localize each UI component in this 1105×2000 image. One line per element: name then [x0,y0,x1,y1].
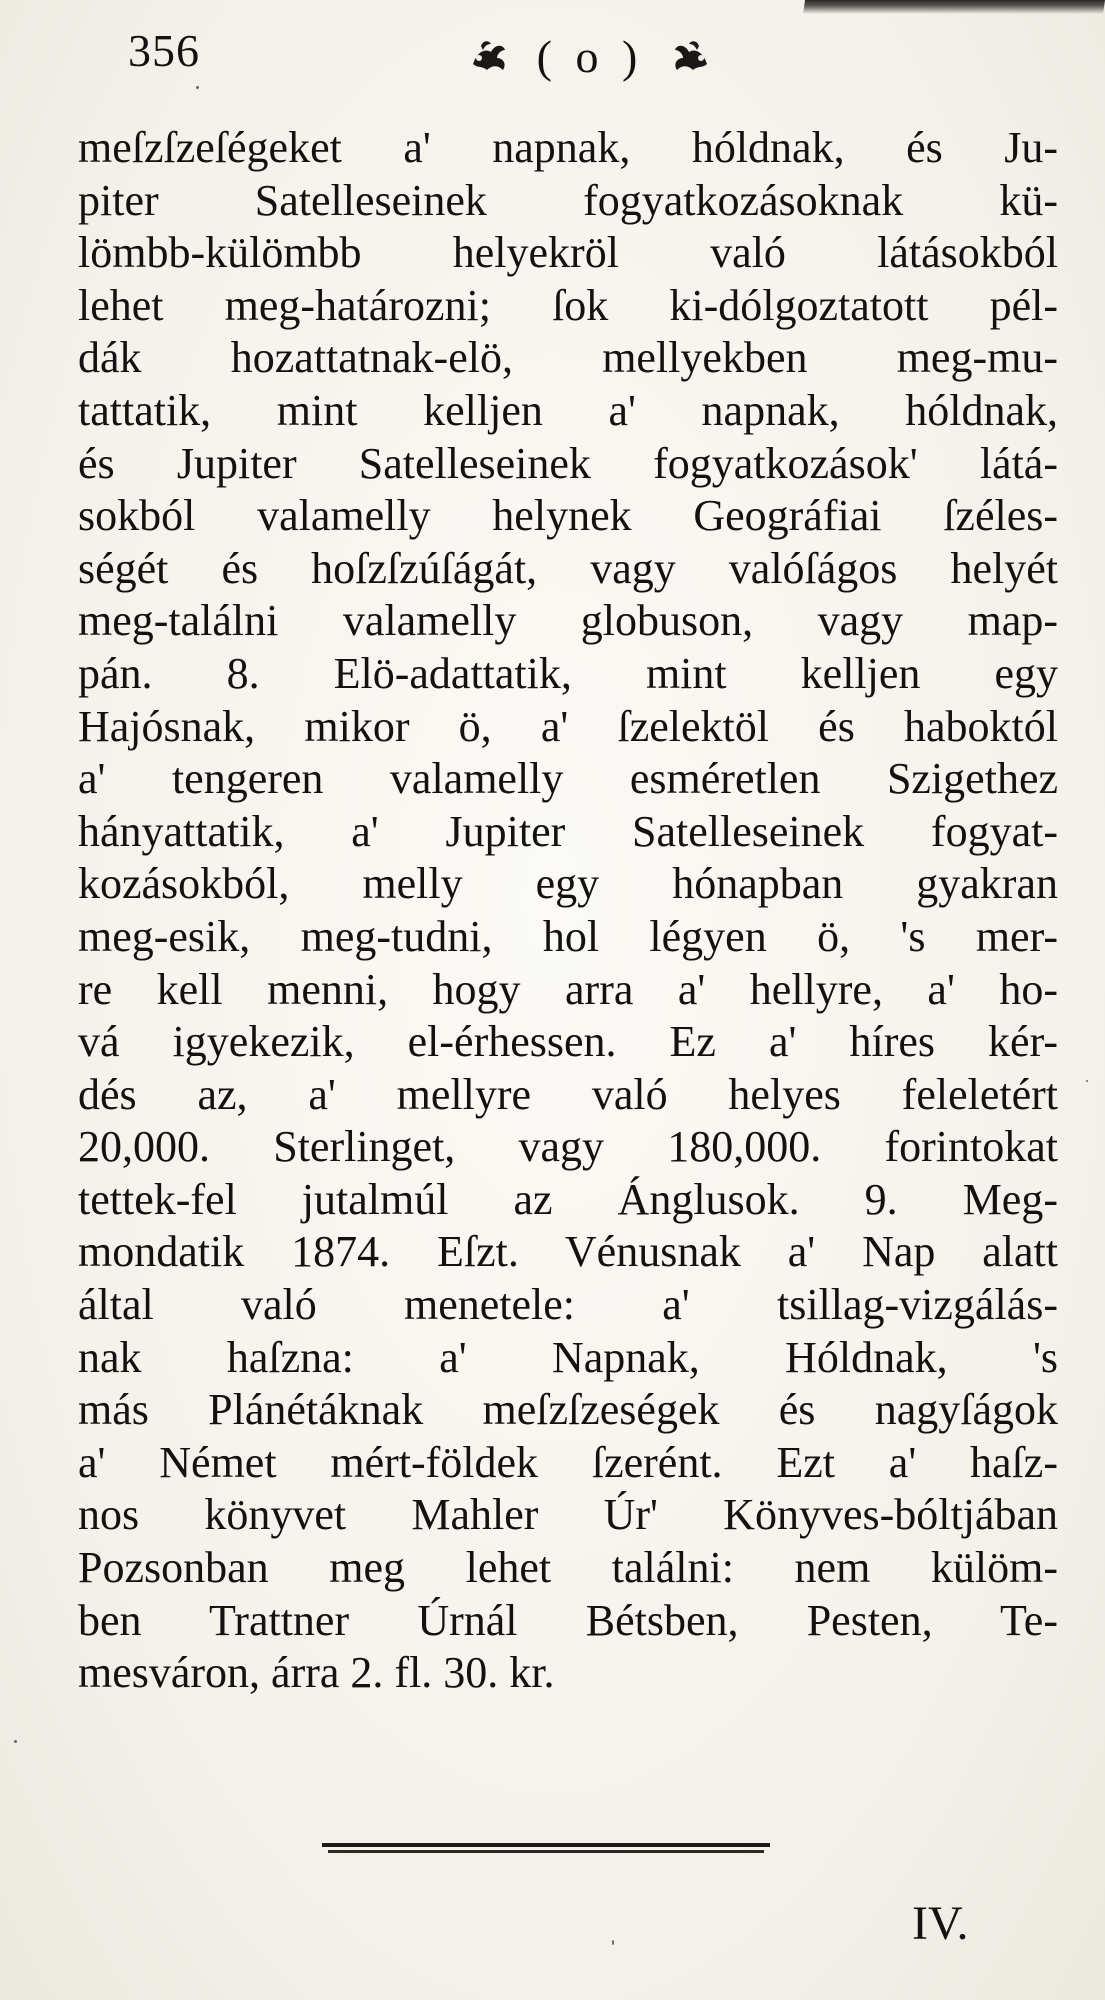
text-line: Pozsonban meg lehet találni: nem külöm- [78,1543,1058,1593]
text-line: lömbb-külömbb helyekröl való látásokból [78,228,1058,278]
page-header [0,22,1105,92]
text-line: dés az, a' mellyre való helyes feleletért [78,1069,1058,1119]
text-line: pán. 8. Elö-adattatik, mint kelljen egy [78,648,1058,698]
text-line: által való menetele: a' tsillag-vizgálás- [78,1280,1058,1330]
text-line: sokból valamelly helynek Geográfiai ſzéles- [78,491,1058,541]
text-line: tettek-fel jutalmúl az Ánglusok. 9. Meg- [78,1174,1058,1224]
text-line: más Plánétáknak meſzſzeségek és nagyſágok [78,1385,1058,1435]
page-number: 356 [128,25,200,76]
text-line: meg-esik, meg-tudni, hol légyen ö, 's mer- [78,911,1058,961]
section-rule [322,1841,770,1855]
rule-thin [328,1850,764,1853]
paper-speck [196,86,199,89]
text-line: piter Satelleseinek fogyatkozásoknak kü- [78,175,1058,225]
page-edge-shadow [803,0,1105,14]
text-line: vá igyekezik, el-érhessen. Ez a' híres kér- [78,1017,1058,1067]
body-text [78,122,1058,1700]
text-line: hányattatik, a' Jupiter Satelleseinek fogyat- [78,806,1058,856]
text-line: nos könyvet Mahler Úr' Könyves-bóltjában [78,1490,1058,1540]
text-line: tattatik, mint kelljen a' napnak, hóldnak, [78,385,1058,435]
text-line: dák hozattatnak-elö, mellyekben meg-mu- [78,333,1058,383]
fleuron-left-icon [467,34,511,78]
text-line: ségét és hoſzſzúſágát, vagy valóſágos helyét [78,543,1058,593]
text-line: meg-találni valamelly globuson, vagy map- [78,596,1058,646]
text-line-last: mesváron, árra 2. fl. 30. kr. [78,1648,555,1698]
fleuron-right-icon [669,34,713,78]
catchword: IV. [912,1897,969,1950]
paper-speck [14,1740,17,1743]
text-line: lehet meg-határozni; ſok ki-dólgoztatott pél- [78,280,1058,330]
text-line: a' Német mért-földek ſzerént. Ezt a' haſz- [78,1437,1058,1487]
text-line: 20,000. Sterlinget, vagy 180,000. forintokat [78,1122,1058,1172]
text-line: mondatik 1874. Eſzt. Vénusnak a' Nap alatt [78,1227,1058,1277]
rule-thick [322,1843,770,1847]
text-line: re kell menni, hogy arra a' hellyre, a' ho- [78,964,1058,1014]
text-line: nak haſzna: a' Napnak, Hóldnak, 's [78,1332,1058,1382]
paper-speck [1086,1080,1088,1082]
text-line: ben Trattner Úrnál Bétsben, Pesten, Te- [78,1595,1058,1645]
text-line: a' tengeren valamelly esméretlen Szigethez [78,754,1058,804]
text-line: meſzſzeſégeket a' napnak, hóldnak, és Ju- [78,123,1058,172]
paper-speck [612,1940,614,1945]
running-head: ( o ) [536,30,644,82]
text-line: Hajósnak, mikor ö, a' ſzelektöl és haboktól [78,701,1058,751]
running-head-group [420,24,760,88]
text-line: és Jupiter Satelleseinek fogyatkozások' látá- [78,438,1058,488]
text-line: kozásokból, melly egy hónapban gyakran [78,859,1058,909]
